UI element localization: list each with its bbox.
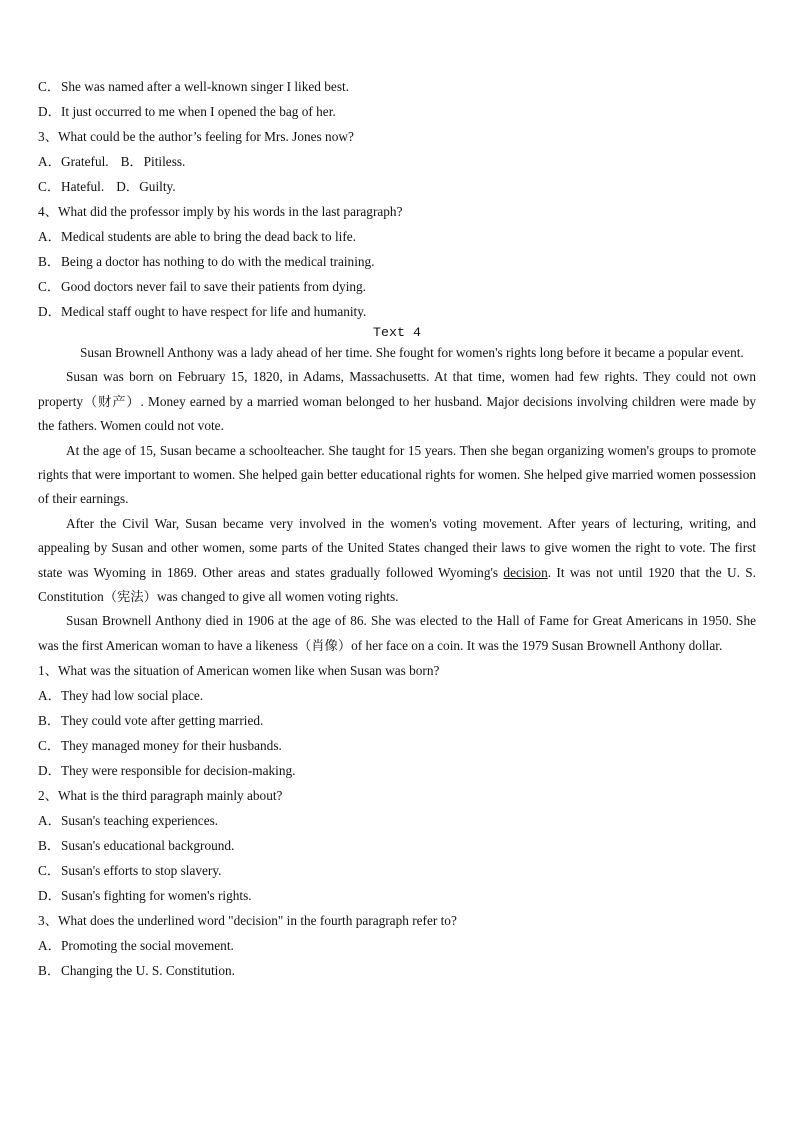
- option-text: They could vote after getting married.: [61, 713, 264, 729]
- option-text: Susan's teaching experiences.: [61, 813, 219, 829]
- option-text: Good doctors never fail to save their patients from dying.: [61, 279, 367, 294]
- option-text: Susan's fighting for women's rights.: [61, 888, 252, 904]
- option-text: Changing the U. S. Constitution.: [61, 963, 235, 979]
- paragraph-5: Susan Brownell Anthony died in 1906 at the age of 86. She was elected to the Hall of Fame for Great Americans in 1950. She was the first American woman to have a likeness（肖像）of her face on a coin. It was the 1979 Susan Brownell Anthony dollar.: [38, 613, 756, 653]
- option-c: [38, 858, 756, 883]
- option-c: [38, 733, 756, 758]
- option-text: Medical students are able to bring the dead back to life.: [61, 229, 357, 244]
- option-letter: C．: [38, 279, 61, 294]
- option-text: Promoting the social movement.: [61, 938, 234, 954]
- option-b: [38, 958, 756, 983]
- option-text: Medical staff ought to have respect for life and humanity.: [61, 304, 367, 319]
- option-letter: C．: [38, 863, 61, 879]
- document-page: [38, 74, 756, 983]
- option-letter: D．: [38, 104, 61, 119]
- option-letter: A．: [38, 938, 61, 954]
- paragraph-1: Susan Brownell Anthony was a lady ahead of her time. She fought for women's rights long before it became a popular event.: [80, 345, 744, 360]
- underlined-word: decision: [503, 564, 548, 580]
- option-text: They managed money for their husbands.: [61, 738, 282, 754]
- option-letter: D．: [38, 763, 61, 779]
- option-a: [38, 808, 756, 833]
- question-stem: 2、What is the third paragraph mainly about?: [38, 788, 283, 804]
- option-a: [38, 933, 756, 958]
- paragraph-text: After the Civil War, Susan became very involved in the women's voting movement. After years of lecturing, writing, and appealing by Susan and other women, some parts of the United States changed their laws to give women the right to vote. The first state was Wyoming in 1869. Other areas and states gradually followed Wyoming's: [38, 515, 756, 580]
- option-d: [116, 174, 175, 199]
- option-c: [38, 274, 756, 299]
- option-b: [121, 149, 186, 174]
- option-letter: D．: [38, 888, 61, 904]
- option-b: [38, 833, 756, 858]
- question-stem: 3、What does the underlined word "decision" in the fourth paragraph refer to?: [38, 913, 457, 929]
- option-letter: A．: [38, 688, 61, 704]
- option-a: [38, 224, 756, 249]
- option-letter: B．: [38, 963, 61, 979]
- options-row: [38, 174, 756, 199]
- option-text: Hateful.: [61, 179, 105, 194]
- option-b: [38, 708, 756, 733]
- option-letter: A．: [38, 154, 61, 169]
- option-letter: D．: [38, 304, 61, 319]
- option-a: [38, 683, 756, 708]
- option-letter: C．: [38, 79, 61, 94]
- option-text: It just occurred to me when I opened the bag of her.: [61, 104, 336, 119]
- question-stem: 4、What did the professor imply by his words in the last paragraph?: [38, 204, 403, 219]
- option-letter: B．: [38, 713, 61, 729]
- option-c: [38, 74, 756, 99]
- paragraph-2: Susan was born on February 15, 1820, in Adams, Massachusetts. At that time, women had few rights. They could not own property（财产）. Money earned by a married woman belonged to her husband. Major decisions involving children were made by the fathers. Women could not vote.: [38, 369, 756, 434]
- option-d: [38, 99, 756, 124]
- option-d: [38, 883, 756, 908]
- paragraph-3: At the age of 15, Susan became a schoolteacher. She taught for 15 years. Then she began organizing women's groups to promote rights that were important to women. She helped gain better educational rights for women. She helped give married women possession of their earnings.: [38, 442, 756, 507]
- option-letter: A．: [38, 229, 61, 244]
- option-text: Grateful.: [61, 154, 109, 169]
- option-a: [38, 149, 109, 174]
- option-letter: B．: [38, 254, 61, 269]
- option-text: Susan's educational background.: [61, 838, 235, 854]
- option-text: They had low social place.: [61, 688, 204, 704]
- option-d: [38, 299, 756, 324]
- option-text: Susan's efforts to stop slavery.: [61, 863, 222, 879]
- option-letter: A．: [38, 813, 61, 829]
- paragraph-text: . It was not until 1920 that the U. S. Constitution（宪法）was changed to give all women voting rights.: [38, 564, 756, 605]
- option-d: [38, 758, 756, 783]
- options-row: [38, 149, 756, 174]
- option-letter: B．: [120, 154, 143, 169]
- option-letter: B．: [38, 838, 61, 854]
- option-letter: C．: [38, 179, 61, 194]
- option-b: [38, 249, 756, 274]
- option-text: Pitiless.: [143, 154, 186, 169]
- option-text: Guilty.: [139, 179, 176, 194]
- question-stem: 1、What was the situation of American women like when Susan was born?: [38, 663, 440, 679]
- option-c: [38, 174, 104, 199]
- option-letter: C．: [38, 738, 61, 754]
- option-text: They were responsible for decision-making.: [61, 763, 296, 779]
- section-heading: Text 4: [373, 325, 421, 340]
- paragraph-4: [38, 512, 756, 610]
- option-text: Being a doctor has nothing to do with the medical training.: [61, 254, 375, 269]
- option-letter: D．: [116, 179, 140, 194]
- option-text: She was named after a well-known singer I liked best.: [61, 79, 350, 94]
- question-stem: 3、What could be the author’s feeling for Mrs. Jones now?: [38, 129, 354, 144]
